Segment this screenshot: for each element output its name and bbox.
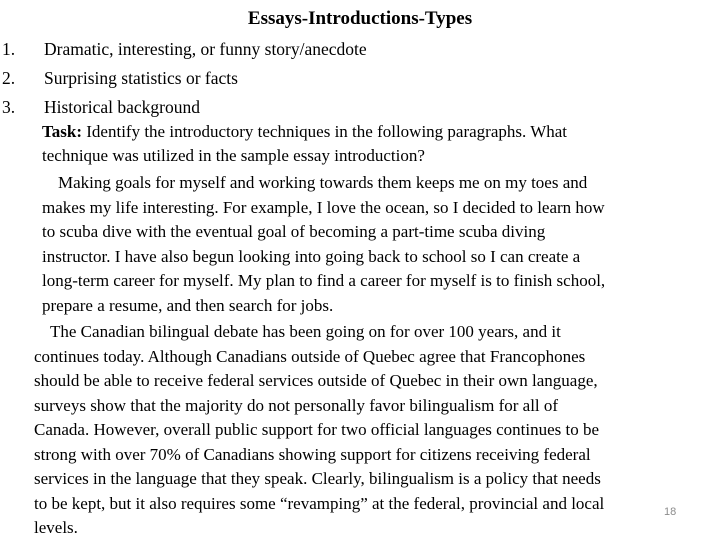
- task-label: Task:: [42, 122, 83, 141]
- paragraph-line: continues today. Although Canadians outside of Quebec agree that Francophones: [34, 346, 586, 366]
- paragraph-line: long-term career for myself. My plan to find a career for myself is to finish school,: [42, 271, 606, 290]
- task-instructions: [42, 120, 682, 168]
- paragraph-line: makes my life interesting. For example, I love the ocean, so I decided to learn how: [42, 197, 605, 217]
- page-number: 18: [664, 506, 677, 518]
- paragraph-line: strong with over 70% of Canadians showing support for citizens receiving federal: [34, 444, 591, 464]
- paragraph-line: should be able to receive federal services outside of Quebec in their own language,: [34, 371, 598, 390]
- paragraph-line: to scuba dive with the eventual goal of becoming a part-time scuba diving: [42, 222, 546, 241]
- sample-paragraph-bilingual: [34, 320, 714, 541]
- list-item-text: Historical background: [44, 97, 200, 117]
- list-item-number: 2.: [2, 68, 16, 88]
- list-item-text: Dramatic, interesting, or funny story/anecdote: [44, 39, 367, 59]
- list-item-number: 1.: [2, 39, 16, 59]
- paragraph-line: services in the language that they speak. Clearly, bilingualism is a policy that needs: [34, 469, 601, 488]
- list-item-number: 3.: [2, 97, 16, 117]
- paragraph-line: to be kept, but it also requires some “revamping” at the federal, provincial and local: [34, 493, 605, 513]
- paragraph-line: instructor. I have also begun looking into going back to school so I can create a: [42, 246, 581, 266]
- paragraph-line: prepare a resume, and then search for jobs.: [42, 295, 334, 315]
- paragraph-line: The Canadian bilingual debate has been going on for over 100 years, and it: [50, 322, 561, 341]
- task-text-2: technique was utilized in the sample essay introduction?: [42, 146, 425, 165]
- paragraph-line: levels.: [34, 518, 78, 537]
- paragraph-line: surveys show that the majority do not personally favor bilingualism for all of: [34, 395, 559, 415]
- sample-paragraph-goals: [42, 171, 717, 318]
- slide-title: Essays-Introductions-Types: [247, 8, 473, 29]
- task-line-1: [42, 120, 682, 144]
- list-item-text: Surprising statistics or facts: [44, 68, 238, 88]
- paragraph-line: Making goals for myself and working towards them keeps me on my toes and: [58, 173, 588, 192]
- task-text-1: Identify the introductory techniques in the following paragraphs. What: [82, 122, 568, 141]
- paragraph-line: Canada. However, overall public support for two official languages continues to be: [34, 420, 600, 439]
